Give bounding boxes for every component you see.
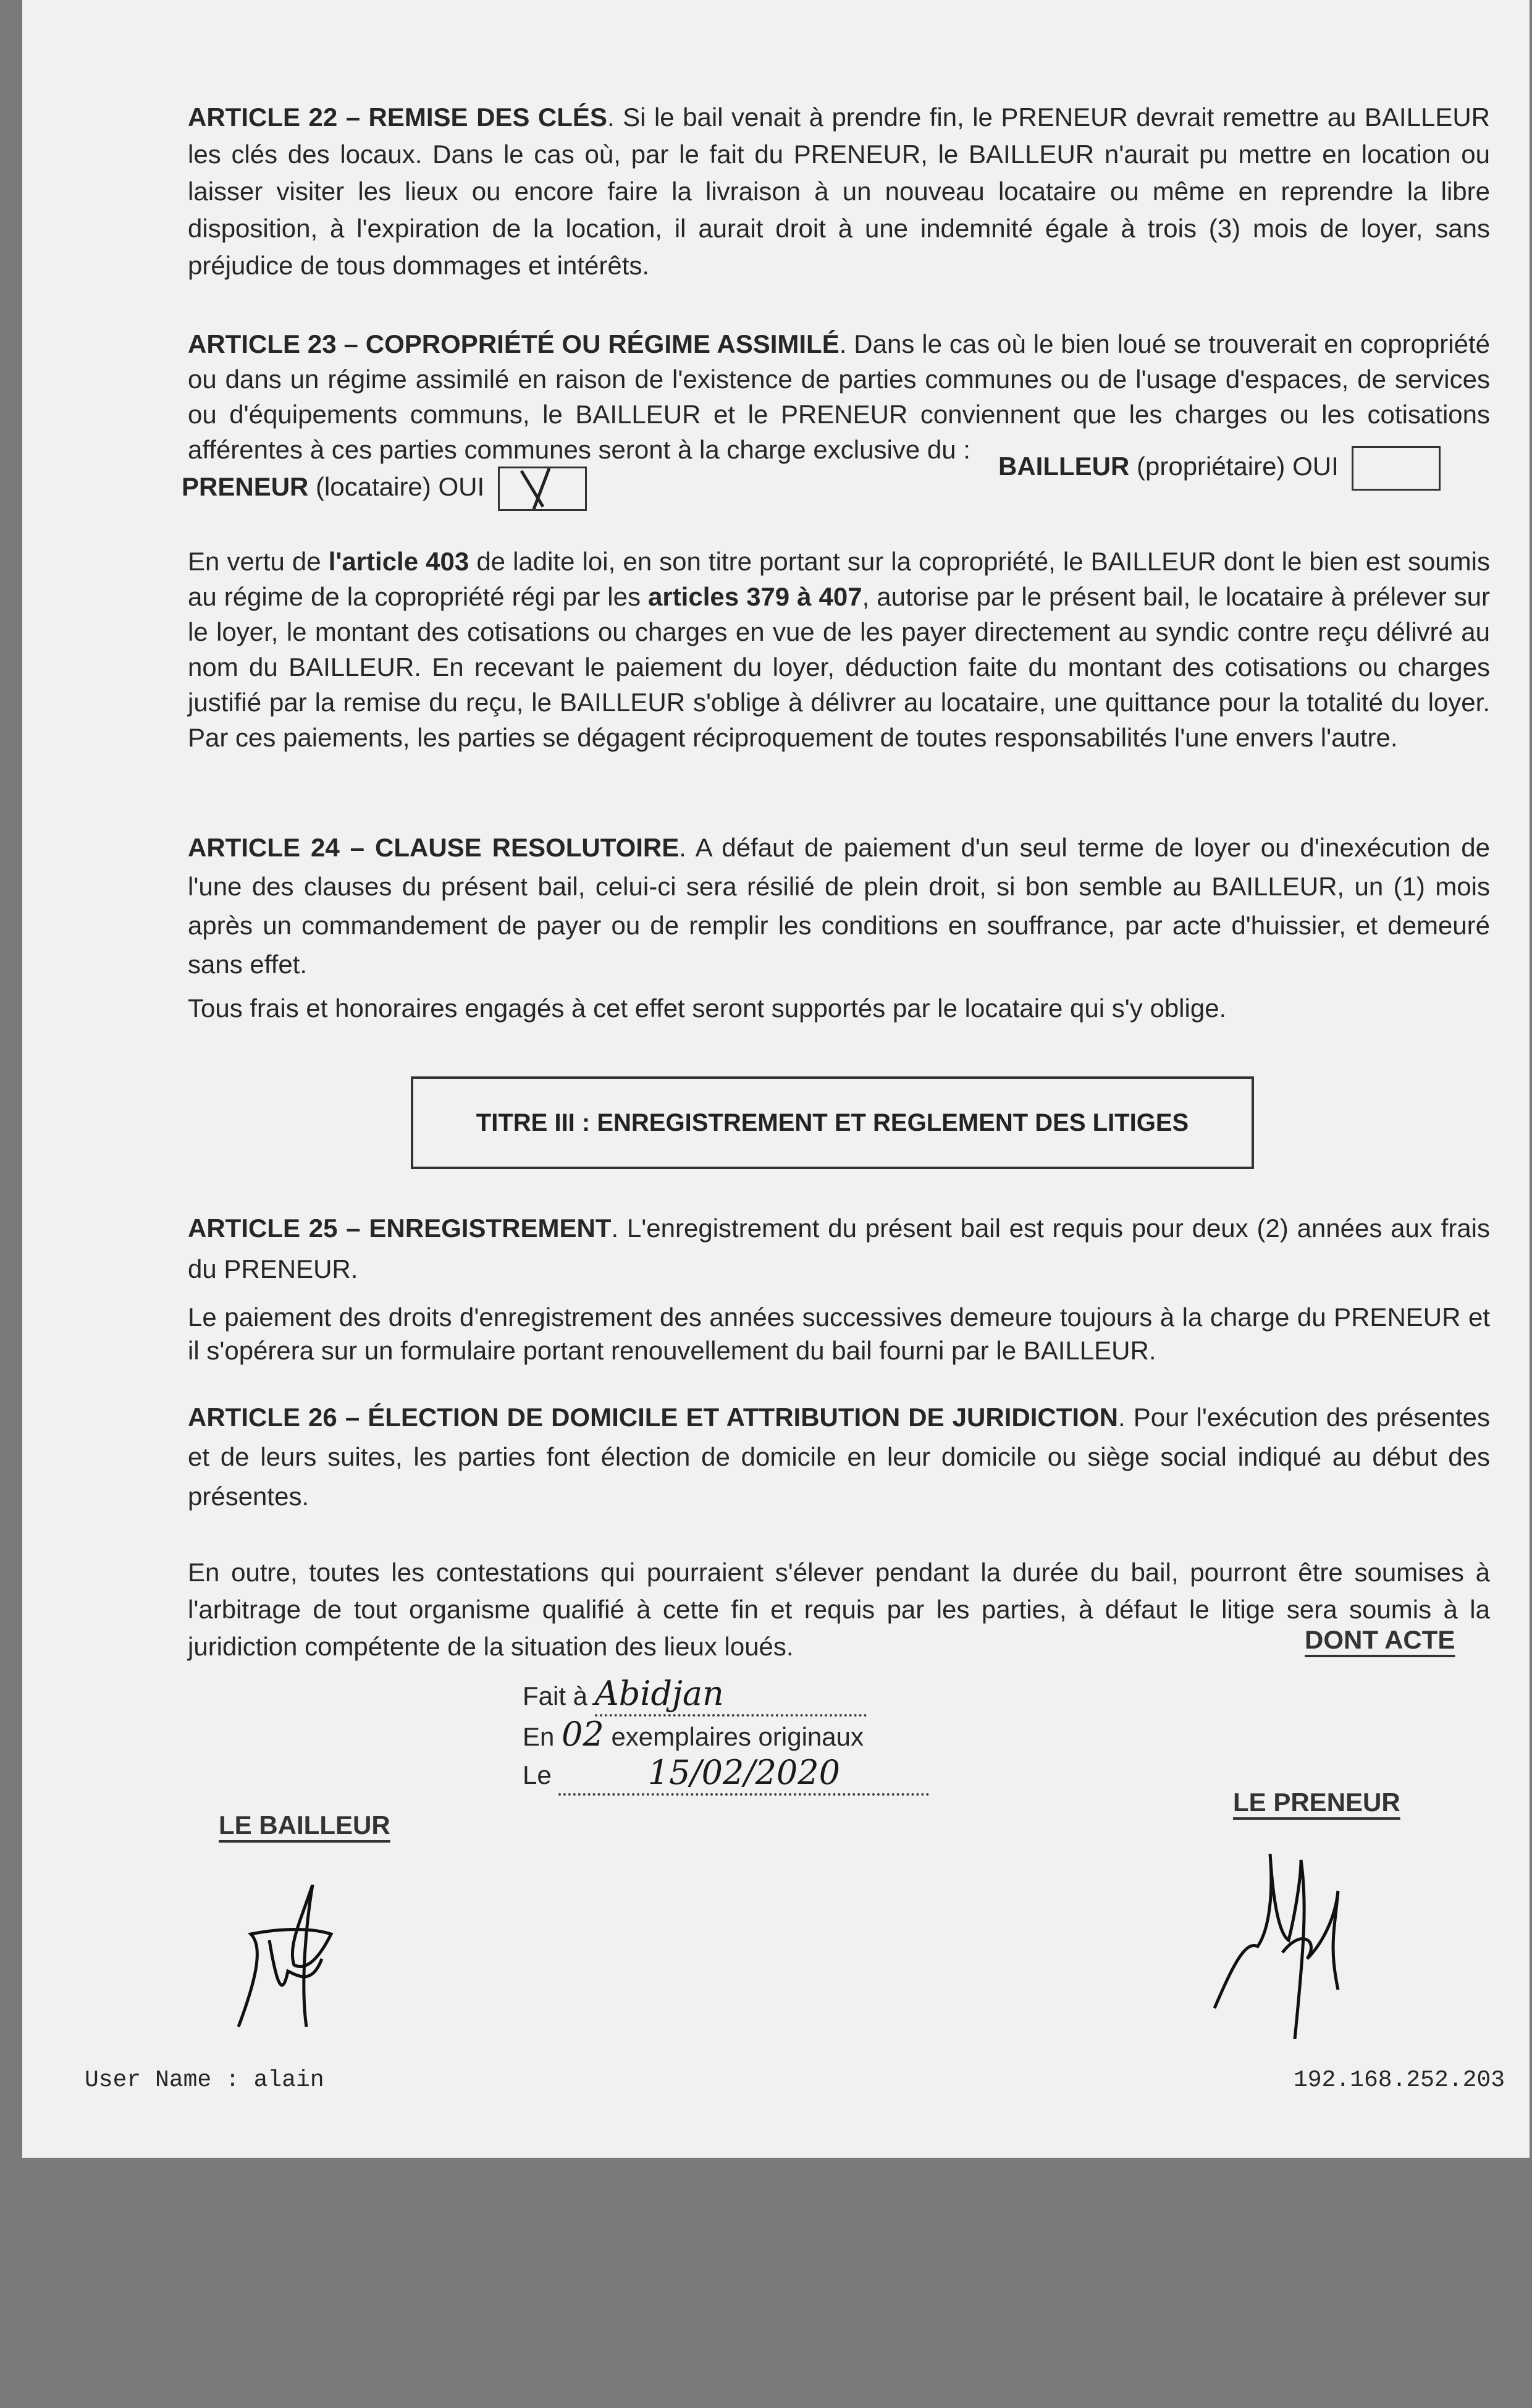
article-22-heading: ARTICLE 22 – REMISE DES CLÉS <box>188 103 607 132</box>
article-24-heading: ARTICLE 24 – CLAUSE RESOLUTOIRE <box>188 833 680 862</box>
text: En vertu de <box>188 547 329 576</box>
preneur-sub: (locataire) OUI <box>316 472 485 502</box>
bailleur-choice <box>998 446 1441 491</box>
preneur-signature-icon <box>1196 1854 1381 2039</box>
fait-block <box>523 1676 929 1796</box>
text: de ladite loi, en son titre portant sur la copropriété, le BAILLEUR dont le bien est soumis au régime de la copropriété régi par les <box>188 547 1491 611</box>
bailleur-label: BAILLEUR <box>998 452 1130 481</box>
bailleur-signature-icon <box>214 1885 411 2039</box>
en-label: En <box>523 1722 555 1751</box>
paragraph-en-outre: En outre, toutes les contestations qui pourraient s'élever pendant la durée du bail, pourront être soumises à l'arbitrage de tout organisme qualifié à cette fin et requis par les parties, à défaut le litige sera soumis à la juridiction compétente de la situation des lieux loués. <box>188 1558 1490 1661</box>
bailleur-sub: (propriétaire) OUI <box>1137 452 1339 481</box>
fait-label: Fait à <box>523 1681 588 1710</box>
article-25-body: . L'enregistrement du présent bail est requis pour deux (2) années aux frais du PRENEUR. <box>188 1214 1490 1283</box>
document-page <box>22 0 1530 2158</box>
le-label: Le <box>523 1760 552 1789</box>
preneur-checkbox[interactable] <box>498 467 587 511</box>
x-mark-icon <box>500 468 585 509</box>
article-26-body: . Pour l'exécution des présentes et de leurs suites, les parties font élection de domicile en leur domicile ou siège social indiqué au début des présentes. <box>188 1403 1490 1511</box>
article-26 <box>188 1398 1490 1516</box>
article-25 <box>188 1208 1490 1290</box>
paragraph-en-vertu <box>188 544 1490 755</box>
en-value: 02 <box>562 1715 604 1754</box>
footer-user-name: User Name : alain <box>85 2067 324 2093</box>
preneur-label: PRENEUR <box>182 472 309 502</box>
text: , autorise par le présent bail, le locataire à prélever sur le loyer, le montant des cotisations ou charges en vue de les payer directement au syndic contre reçu délivré au nom du BAILLEUR. En recevant le paiement du loyer, déduction faite du montant des cotisations ou charges justifié par la remise du reçu, le BAILLEUR s'oblige à délivrer au locataire, une quittance pour la totalité du loyer. Par ces paiements, les parties se dégagent réciproquement de toutes responsabilités l'une envers l'autre. <box>188 582 1490 752</box>
titre-iii-box <box>411 1076 1254 1169</box>
article-24 <box>188 828 1490 984</box>
article-23-body: . Dans le cas où le bien loué se trouverait en copropriété ou dans un régime assimilé en raison de l'existence de parties communes ou de l'usage d'espaces, de services ou d'équipements communs, le BAILLEUR et le PRENEUR conviennent que les charges ou les cotisations afférentes à ces parties communes seront à la charge exclusive du : <box>188 329 1490 464</box>
bold-ref: l'article 403 <box>328 547 469 576</box>
paragraph-paiement: Le paiement des droits d'enregistrement des années successives demeure toujours à la charge du PRENEUR et il s'opérera sur un formulaire portant renouvellement du bail fourni par le BAILLEUR. <box>188 1303 1490 1365</box>
article-26-heading: ARTICLE 26 – ÉLECTION DE DOMICILE ET ATTRIBUTION DE JURIDICTION <box>188 1403 1119 1432</box>
article-25-heading: ARTICLE 25 – ENREGISTREMENT <box>188 1214 612 1243</box>
article-22-body: . Si le bail venait à prendre fin, le PRENEUR devrait remettre au BAILLEUR les clés des locaux. Dans le cas où, par le fait du PRENEUR, le BAILLEUR n'aurait pu mettre en location ou laisser visiter les lieux ou encore faire la livraison à un nouveau locataire ou même en reprendre la libre disposition, à l'expiration de la location, il aurait droit à une indemnité égale à trois (3) mois de loyer, sans préjudice de tous dommages et intérêts. <box>188 103 1490 280</box>
en-suffix: exemplaires originaux <box>611 1722 864 1751</box>
article-23-heading: ARTICLE 23 – COPROPRIÉTÉ OU RÉGIME ASSIMILÉ <box>188 329 840 358</box>
dont-acte: DONT ACTE <box>1305 1625 1455 1654</box>
article-22 <box>188 99 1490 284</box>
le-value: 15/02/2020 <box>647 1753 841 1792</box>
footer-ip-address: 192.168.252.203 <box>1293 2067 1505 2093</box>
paragraph-frais: Tous frais et honoraires engagés à cet effet seront supportés par le locataire qui s'y oblige. <box>188 994 1227 1023</box>
titre-iii: TITRE III : ENREGISTREMENT ET REGLEMENT DES LITIGES <box>476 1109 1189 1136</box>
preneur-choice <box>182 467 587 511</box>
bailleur-checkbox[interactable] <box>1352 446 1441 491</box>
le-preneur-label: LE PRENEUR <box>1233 1788 1400 1817</box>
le-bailleur-label: LE BAILLEUR <box>219 1810 390 1840</box>
article-24-body: . A défaut de paiement d'un seul terme de loyer ou d'inexécution de l'une des clauses du présent bail, celui-ci sera résilié de plein droit, si bon semble au BAILLEUR, un (1) mois après un commandement de payer ou de remplir les conditions en souffrance, par acte d'huissier, et demeuré sans effet. <box>188 833 1490 979</box>
fait-value: Abidjan <box>594 1674 724 1713</box>
bold-ref: articles 379 à 407 <box>647 582 862 611</box>
